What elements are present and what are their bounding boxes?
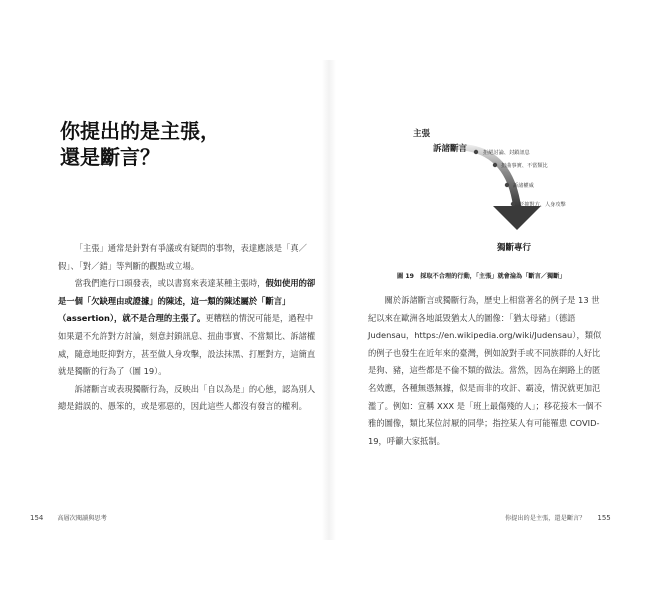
- title-line-2: 還是斷言？: [60, 145, 160, 169]
- paragraph-historical-example: 關於訴諸斷言或獨斷行為，歷史上相當著名的例子是 13 世紀以來在歐洲各地詆毀猶太人的圖像：「猶太母豬」（德語 Judensau，https://en.wikipedia.org/wiki/Judensau），類似的例子也發生在近年來的臺灣，例如說對手或不同族群的人好比是狗、豬，這些都是不倫不類的做法。當然，因為在網路上的匿名效應，各種無憑無據，似是而非的攻訐、霸凌，情況就更加氾濫了。例如：宣稱 XXX 是「班上最傷殘的人」；移花接木一個不雅的圖像，類比某位討厭的同學；指控某人有可能罹患 COVID-19，呼籲大家抵制。: [368, 295, 602, 446]
- figure-item-2: 扭曲事實、不當類比: [501, 163, 548, 169]
- paragraph-assertion-intro-text: 當我們進行口頭發表，或以書寫來表達某種主張時，: [74, 278, 266, 289]
- page-title: [60, 118, 220, 170]
- left-running-head: 高層次閱讀與思考: [57, 515, 107, 522]
- figure-item-4: 貶抑對方、人身攻擊: [519, 202, 566, 208]
- figure-assertion-label: 訴諸斷言: [433, 144, 468, 154]
- paragraph-claim-definition: 「主張」通常是針對有爭議或有疑問的事物，表達應該是「真／假」、「對／錯」等判斷的觀點或立場。: [58, 243, 307, 271]
- figure-dot-3: [505, 183, 509, 187]
- paragraph-assertion-intro: [58, 275, 316, 381]
- title-line-1: 你提出的是主張，: [60, 119, 220, 143]
- page-gutter: [322, 60, 336, 540]
- figure-dot-1: [474, 150, 478, 154]
- figure-dogmatism-label: 獨斷專行: [497, 243, 532, 253]
- right-running-head: 你提出的是主張，還是斷言？: [505, 515, 586, 522]
- figure-caption: 圖 19 採取不合理的行動，「主張」就會淪為「斷言／獨斷」: [397, 273, 566, 280]
- right-body-text: [368, 292, 604, 450]
- assertion-definition-bold: 假如使用的卻是一個「欠缺理由或證據」的陳述，這一類的陳述屬於「斷言」（assertion），就不是合理的主張了。: [58, 278, 316, 324]
- figure-19-diagram: [395, 120, 595, 260]
- right-footer: [505, 513, 611, 522]
- figure-dot-4: [511, 202, 515, 206]
- figure-dot-2: [493, 163, 497, 167]
- figure-item-3: 訴諸權威: [513, 183, 534, 189]
- arrow-head: [493, 206, 541, 230]
- figure-item-1: 拒絕討論、封鎖訊息: [483, 150, 530, 156]
- left-body-text: [58, 240, 316, 416]
- curved-arrow-diagram: [395, 120, 595, 260]
- figure-claim-label: 主張: [413, 129, 431, 139]
- right-page-number: 155: [597, 514, 611, 522]
- left-footer: [30, 513, 107, 522]
- paragraph-self-righteous: 訴諸斷言或表現獨斷行為，反映出「自以為是」的心態，認為別人總是錯誤的、愚笨的，或是邪惡的，因此這些人都沒有發言的權利。: [58, 383, 316, 412]
- left-page-number: 154: [30, 514, 44, 522]
- dogmatic-behavior-text: 更糟糕的情況可能是，過程中如果還不允許對方討論，刻意封鎖訊息、扭曲事實、不當類比、訴諸權威，隨意地貶抑對方，甚至做人身攻擊，設法抹黑、打壓對方，這簡直就是獨斷的行為了（圖 19）。: [58, 313, 316, 377]
